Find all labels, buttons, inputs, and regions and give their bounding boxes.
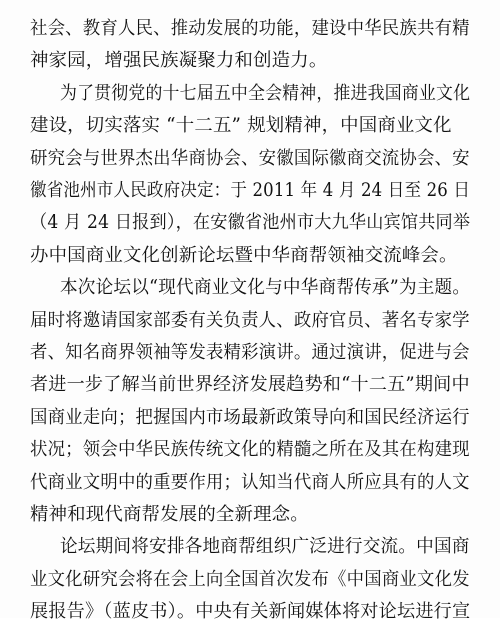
paragraph-first-line: 论坛期间将安排各地商帮组织广泛进行交流。中国商 bbox=[60, 536, 470, 558]
text-line-content: 业文化研究会将在会上向全国首次发布《中国商业文化发 bbox=[30, 568, 470, 590]
text-line-content: 状况；领会中华民族传统文化的精髓之所在及其在构建现 bbox=[30, 439, 470, 461]
text-line bbox=[0, 111, 500, 141]
text-line-content: 建设，切实落实 “十二五” 规划精神，中国商业文化 bbox=[30, 115, 452, 137]
text-line bbox=[0, 565, 500, 595]
text-line bbox=[0, 241, 500, 271]
text-line bbox=[0, 532, 500, 562]
text-line bbox=[0, 208, 500, 238]
text-line-content: 精神和现代商帮发展的全新理念。 bbox=[30, 504, 309, 525]
text-line-content: 代商业文明中的重要作用；认知当代商人所应具有的人文 bbox=[30, 471, 470, 493]
text-line bbox=[0, 79, 500, 109]
text-line bbox=[0, 14, 500, 44]
text-line-content: 者进一步了解当前世界经济发展趋势和“十二五”期间中 bbox=[30, 374, 470, 396]
text-line-content: 研究会与世界杰出华商协会、安徽国际徽商交流协会、安 bbox=[30, 147, 470, 169]
text-line bbox=[0, 176, 500, 206]
text-line-content: 社会、教育人民、推动发展的功能，建设中华民族共有精 bbox=[30, 18, 470, 39]
text-line bbox=[0, 500, 500, 530]
text-line bbox=[0, 597, 500, 627]
text-line-content: 办中国商业文化创新论坛暨中华商帮领袖交流峰会。 bbox=[30, 244, 458, 266]
text-line bbox=[0, 338, 500, 368]
text-line-content: 者、知名商界领袖等发表精彩演讲。通过演讲，促进与会 bbox=[30, 342, 470, 363]
text-line bbox=[0, 403, 500, 433]
text-line-content: （4 月 24 日报到），在安徽省池州市大九华山宾馆共同举 bbox=[30, 212, 471, 234]
text-line-content: 徽省池州市人民政府决定：于 2011 年 4 月 24 日至 26 日 bbox=[30, 180, 471, 201]
text-line bbox=[0, 144, 500, 174]
text-line bbox=[0, 46, 500, 76]
paragraph-first-line: 本次论坛以“现代商业文化与中华商帮传承”为主题。 bbox=[60, 277, 471, 299]
text-line bbox=[0, 273, 500, 303]
paragraph-first-line: 为了贯彻党的十七届五中全会精神，推进我国商业文化 bbox=[60, 82, 471, 104]
text-line bbox=[0, 370, 500, 400]
text-line bbox=[0, 435, 500, 465]
text-line bbox=[0, 306, 500, 336]
text-line-content: 展报告》（蓝皮书）。中央有关新闻媒体将对论坛进行宣 bbox=[30, 601, 471, 623]
text-line-content: 届时将邀请国家部委有关负责人、政府官员、著名专家学 bbox=[30, 309, 470, 331]
text-line-content: 神家园，增强民族凝聚力和创造力。 bbox=[30, 50, 328, 72]
text-line-content: 国商业走向；把握国内市场最新政策导向和国民经济运行 bbox=[30, 406, 470, 428]
text-line bbox=[0, 468, 500, 498]
